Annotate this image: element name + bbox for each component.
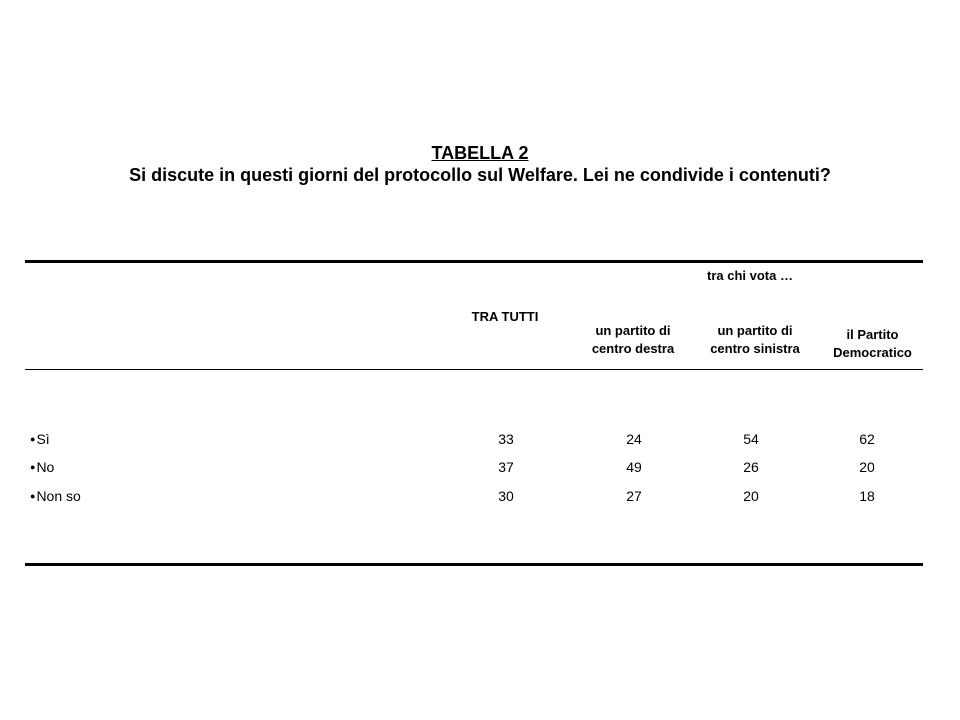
- table-cell: 20: [743, 488, 759, 504]
- table-row: [0, 486, 960, 506]
- table-cell: 37: [498, 459, 514, 475]
- table-cell: 62: [859, 431, 875, 447]
- table-title: TABELLA 2: [431, 143, 529, 163]
- bottom-rule: [25, 563, 923, 566]
- row-label-text: Sì: [36, 431, 50, 447]
- table-cell: 49: [626, 459, 642, 475]
- bullet-icon: ●: [30, 462, 36, 472]
- row-label: [30, 486, 81, 506]
- row-label-text: Non so: [36, 488, 81, 504]
- title-block: [0, 142, 960, 186]
- table-cell: 26: [743, 459, 759, 475]
- group-header: tra chi vota …: [707, 268, 793, 283]
- table-cell: 54: [743, 431, 759, 447]
- column-header-tra-tutti: TRA TUTTI: [471, 309, 539, 324]
- table-cell: 20: [859, 459, 875, 475]
- table-cell: 24: [626, 431, 642, 447]
- row-label-text: No: [36, 459, 55, 475]
- row-label: [30, 429, 50, 449]
- bullet-icon: ●: [30, 434, 36, 444]
- row-label: [30, 457, 54, 477]
- column-header-centro-destra: un partito di centro destra: [591, 323, 675, 356]
- table-subtitle: Si discute in questi giorni del protocollo sul Welfare. Lei ne condivide i contenuti?: [129, 165, 831, 185]
- column-header-centro-sinistra: un partito di centro sinistra: [710, 323, 800, 356]
- table-cell: 30: [498, 488, 514, 504]
- table-cell: 33: [498, 431, 514, 447]
- top-rule: [25, 260, 923, 263]
- table-cell: 18: [859, 488, 875, 504]
- bullet-icon: ●: [30, 491, 36, 501]
- header-rule: [25, 369, 923, 370]
- column-header-partito-democratico: il Partito Democratico: [833, 327, 912, 360]
- table-cell: 27: [626, 488, 642, 504]
- table-row: [0, 457, 960, 477]
- table-row: [0, 429, 960, 449]
